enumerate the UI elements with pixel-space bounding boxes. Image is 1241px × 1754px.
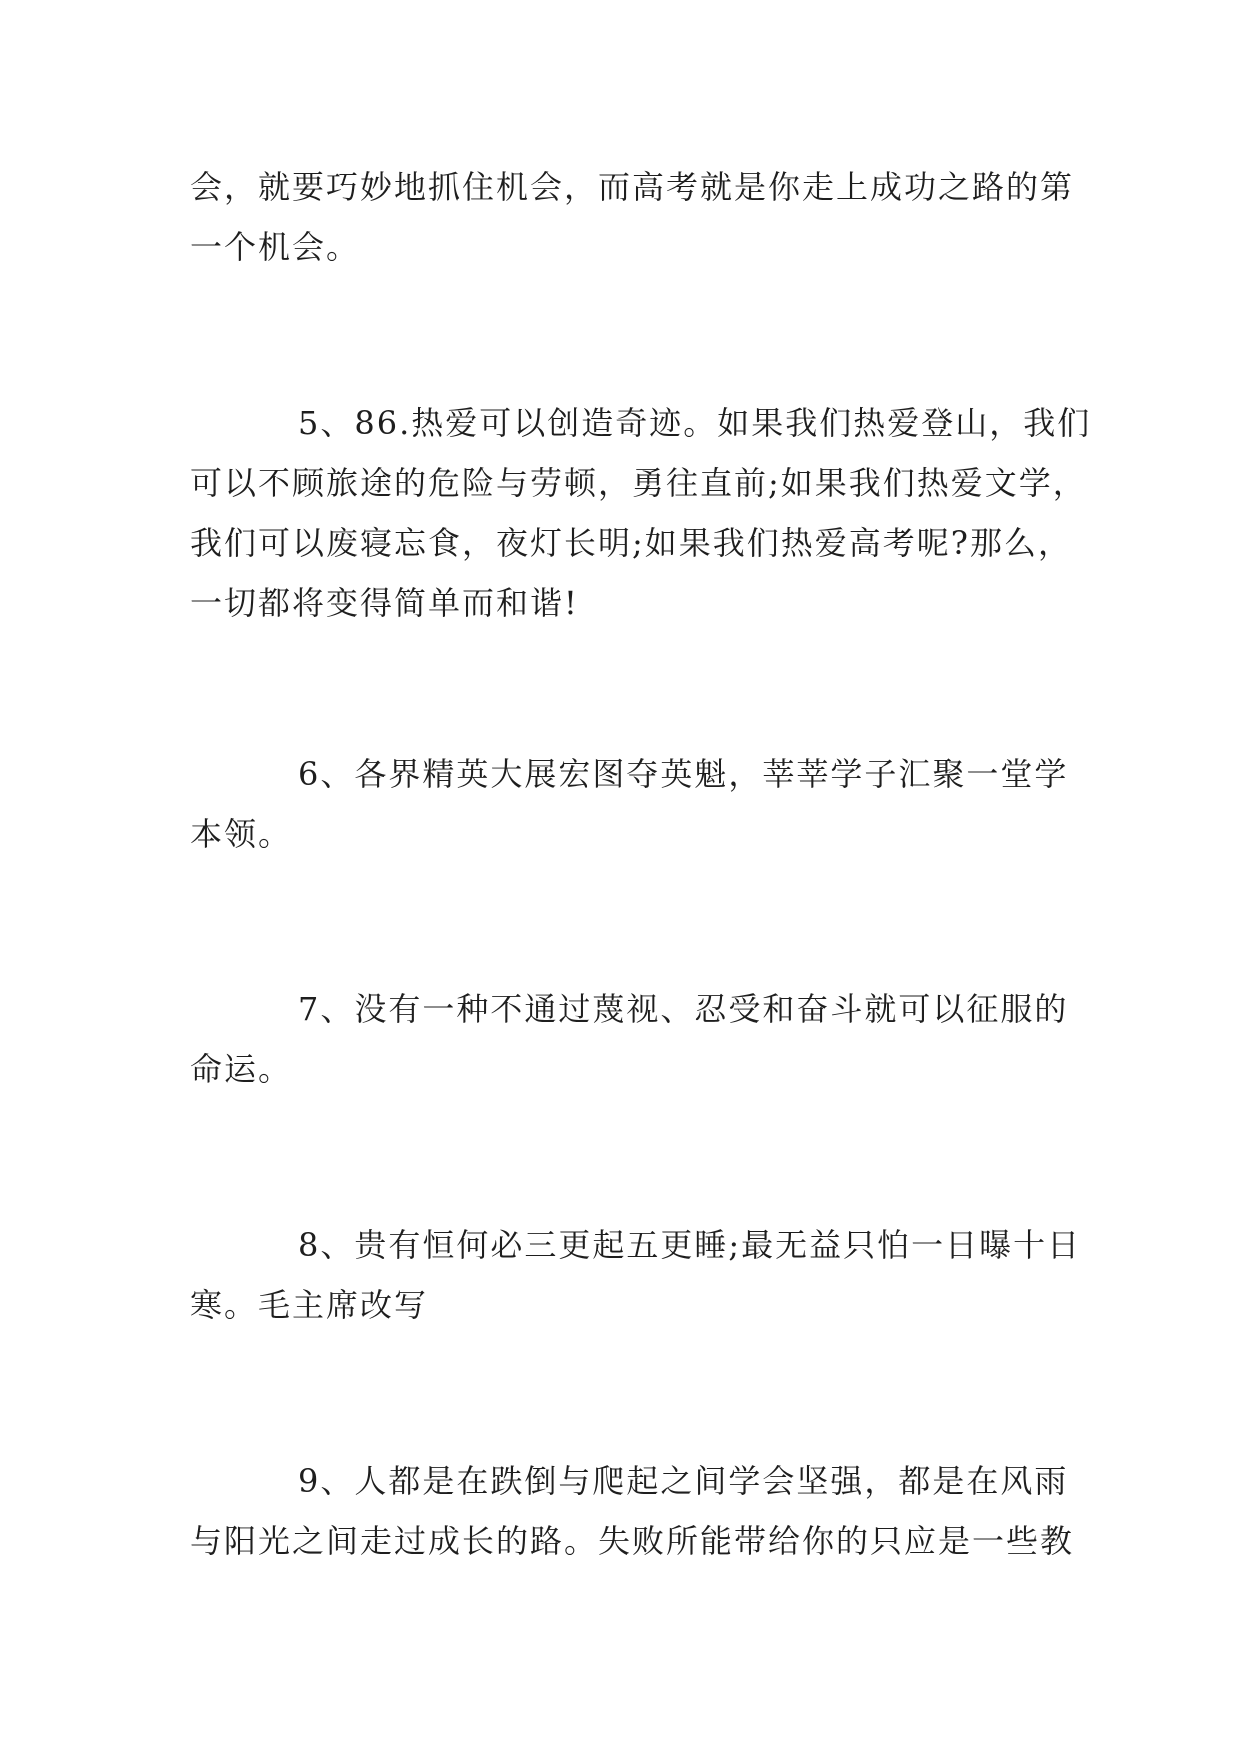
paragraph-item-6: [190, 744, 1069, 864]
text-line: 5、86.热爱可以创造奇迹。如果我们热爱登山，我们: [298, 404, 1092, 442]
text-line: 本领。: [190, 815, 293, 853]
text-line: 我们可以废寝忘食，夜灯长明;如果我们热爱高考呢?那么，: [190, 524, 1072, 562]
text-line: 一切都将变得简单而和谐!: [190, 584, 579, 622]
paragraph-item-9: [190, 1451, 1075, 1571]
text-line: 8、贵有恒何必三更起五更睡;最无益只怕一日曝十日: [298, 1226, 1082, 1264]
text-line: 一个机会。: [190, 228, 361, 266]
paragraph-item-5: [190, 393, 1092, 633]
text-line: 寒。毛主席改写: [190, 1286, 429, 1324]
text-line: 7、没有一种不通过蔑视、忍受和奋斗就可以征服的: [298, 990, 1069, 1028]
text-line: 会，就要巧妙地抓住机会，而高考就是你走上成功之路的第: [190, 168, 1075, 206]
text-line: 9、人都是在跌倒与爬起之间学会坚强，都是在风雨: [298, 1462, 1069, 1500]
paragraph-item-7: [190, 979, 1069, 1099]
text-line: 与阳光之间走过成长的路。失败所能带给你的只应是一些教: [190, 1522, 1075, 1560]
paragraph-item-8: [190, 1215, 1082, 1335]
text-line: 命运。: [190, 1050, 293, 1088]
text-line: 6、各界精英大展宏图夺英魁，莘莘学子汇聚一堂学: [298, 755, 1069, 793]
paragraph-continuation: [190, 157, 1075, 277]
text-line: 可以不顾旅途的危险与劳顿，勇往直前;如果我们热爱文学，: [190, 464, 1087, 502]
